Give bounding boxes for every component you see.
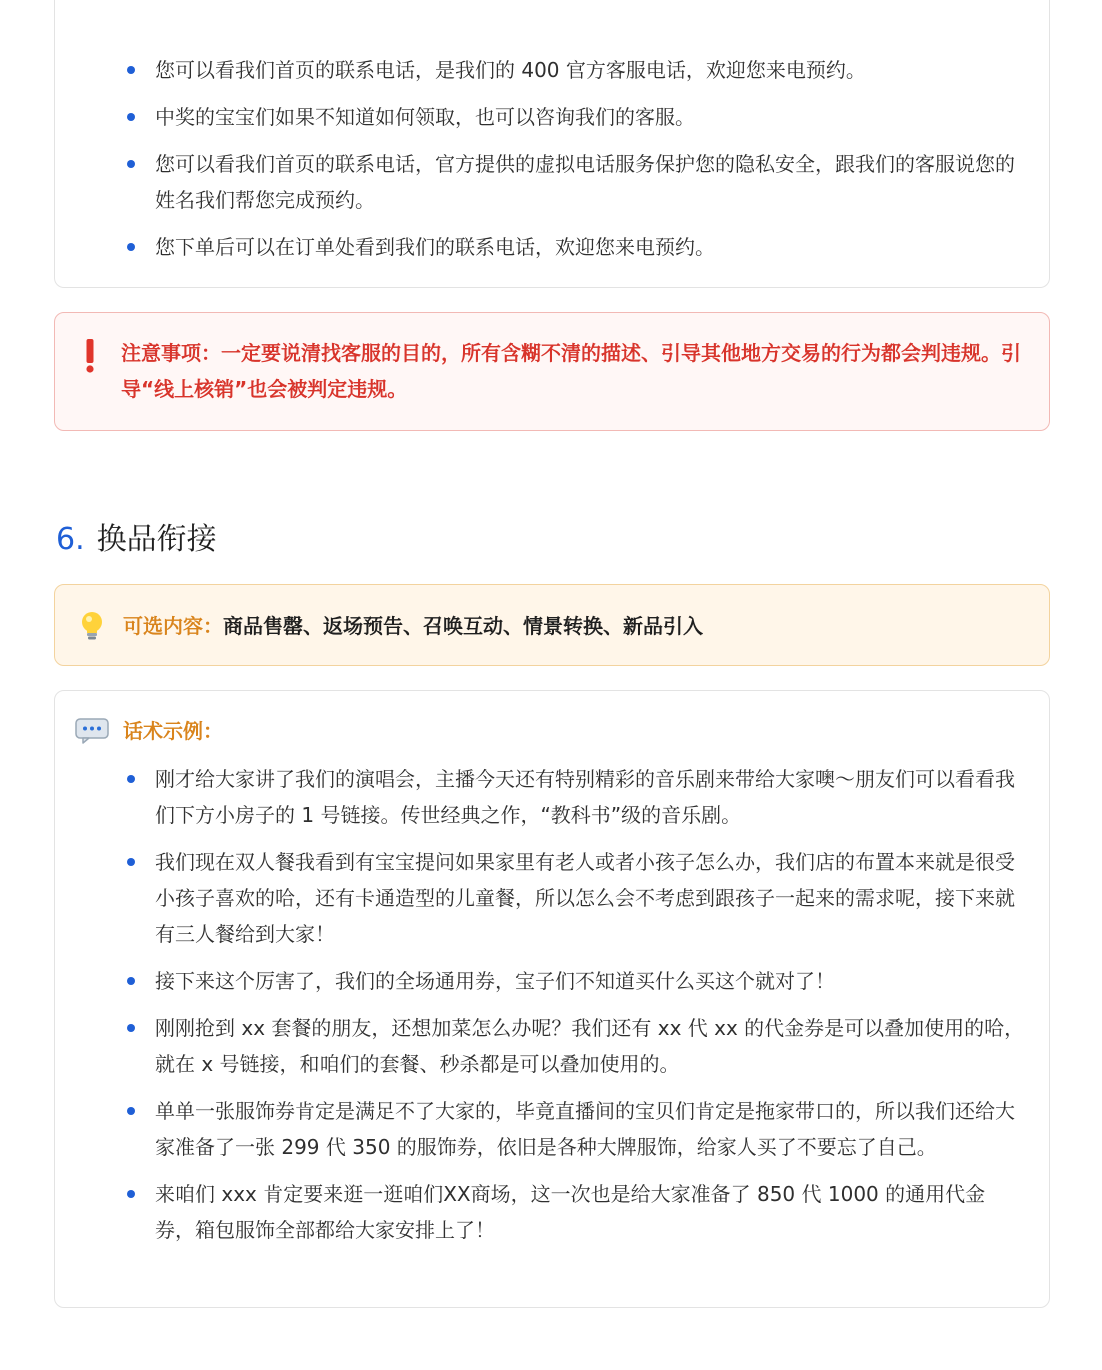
bullet-dot-icon — [127, 1024, 135, 1032]
list-item — [119, 229, 1019, 265]
optional-content-line — [123, 608, 703, 644]
list-item — [119, 146, 1019, 218]
list-item-text: 中奖的宝宝们如果不知道如何领取，也可以咨询我们的客服。 — [155, 105, 695, 129]
script-examples-title: 话术示例： — [123, 719, 223, 743]
bullet-dot-icon — [127, 1190, 135, 1198]
bullet-dot-icon — [127, 858, 135, 866]
optional-content-callout — [54, 584, 1050, 666]
section-title: 换品衔接 — [96, 522, 217, 557]
bullet-dot-icon — [127, 113, 135, 121]
bullet-dot-icon — [127, 160, 135, 168]
list-item-text: 接下来这个厉害了，我们的全场通用券，宝子们不知道买什么买这个就对了！ — [155, 969, 835, 993]
list-item-text: 刚才给大家讲了我们的演唱会，主播今天还有特别精彩的音乐剧来带给大家噢～朋友们可以看看我们下方小房子的 1 号链接。传世经典之作，“教科书”级的音乐剧。 — [155, 767, 1015, 827]
list-item-text: 单单一张服饰券肯定是满足不了大家的，毕竟直播间的宝贝们肯定是拖家带口的，所以我们还给大家准备了一张 299 代 350 的服饰券，依旧是各种大牌服饰，给家人买了不要忘了自己。 — [155, 1099, 1015, 1159]
list-item-text: 来咱们 xxx 肯定要来逛一逛咱们XX商场，这一次也是给大家准备了 850 代 1000 的通用代金券，箱包服饰全部都给大家安排上了！ — [155, 1182, 986, 1242]
list-item — [119, 963, 1025, 999]
optional-content-value: 商品售罄、返场预告、召唤互动、情景转换、新品引入 — [223, 614, 703, 638]
bullet-dot-icon — [127, 775, 135, 783]
list-item-text: 我们现在双人餐我看到有宝宝提问如果家里有老人或者小孩子怎么办，我们店的布置本来就是很受小孩子喜欢的哈，还有卡通造型的儿童餐，所以怎么会不考虑到跟孩子一起来的需求呢，接下来就有三人餐给到大家！ — [155, 850, 1015, 946]
list-item — [119, 1176, 1025, 1248]
warning-callout — [54, 312, 1050, 431]
lightbulb-icon — [79, 611, 105, 641]
bullet-dot-icon — [127, 977, 135, 985]
list-item — [119, 99, 1019, 135]
bullet-dot-icon — [127, 66, 135, 74]
script-examples-card — [54, 690, 1050, 1308]
section-number: 6. — [56, 522, 85, 557]
list-item — [119, 1010, 1025, 1082]
list-item — [119, 844, 1025, 952]
warning-text: 注意事项：一定要说清找客服的目的，所有含糊不清的描述、引导其他地方交易的行为都会判违规。引导“线上核销”也会被判定违规。 — [121, 341, 1021, 401]
bullet-dot-icon — [127, 243, 135, 251]
list-item-text: 您可以看我们首页的联系电话，是我们的 400 官方客服电话，欢迎您来电预约。 — [155, 58, 866, 82]
list-item — [119, 761, 1025, 833]
list-item-text: 您可以看我们首页的联系电话，官方提供的虚拟电话服务保护您的隐私安全，跟我们的客服说您的姓名我们帮您完成预约。 — [155, 152, 1015, 212]
list-item — [119, 52, 1019, 88]
speech-bubble-icon — [75, 718, 109, 744]
optional-content-label: 可选内容： — [123, 614, 223, 638]
bullet-dot-icon — [127, 1107, 135, 1115]
list-item-text: 刚刚抢到 xx 套餐的朋友，还想加菜怎么办呢？我们还有 xx 代 xx 的代金券是可以叠加使用的哈，就在 x 号链接，和咱们的套餐、秒杀都是可以叠加使用的。 — [155, 1016, 1025, 1076]
script-examples-list — [119, 761, 1025, 1259]
contact-info-list — [119, 52, 1019, 276]
contact-info-card — [54, 0, 1050, 288]
list-item — [119, 1093, 1025, 1165]
exclamation-icon — [85, 339, 95, 373]
section-heading — [56, 516, 217, 564]
list-item-text: 您下单后可以在订单处看到我们的联系电话，欢迎您来电预约。 — [155, 235, 715, 259]
